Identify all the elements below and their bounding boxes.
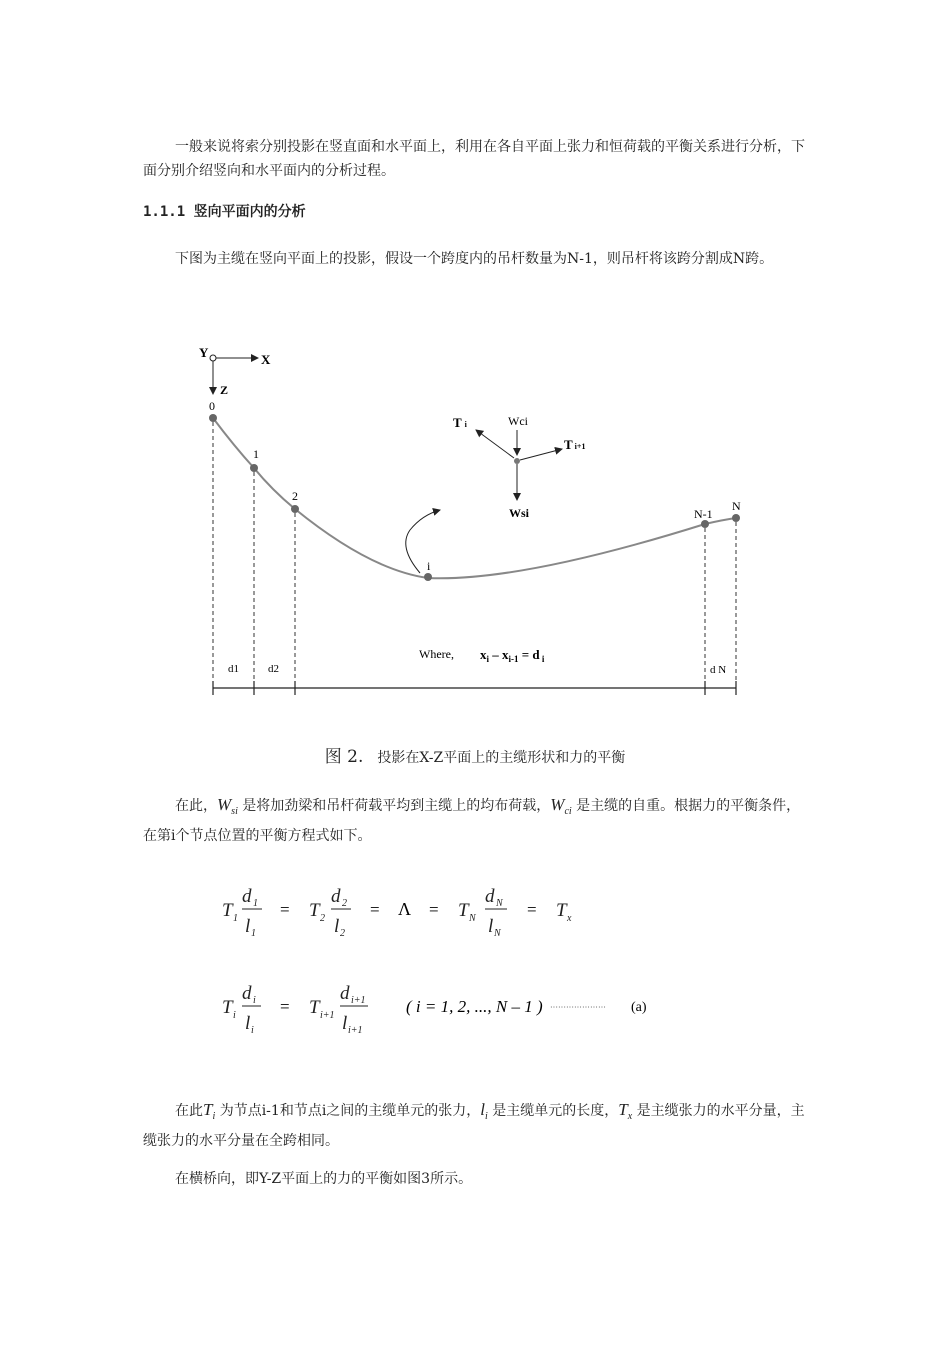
svg-text:l: l bbox=[245, 1013, 251, 1034]
svg-text:l: l bbox=[342, 1013, 348, 1034]
svg-text:T: T bbox=[458, 900, 469, 921]
node-n-1-label: N-1 bbox=[694, 507, 713, 521]
node-n-1 bbox=[701, 520, 709, 528]
svg-text:Λ: Λ bbox=[398, 899, 412, 919]
svg-text:l: l bbox=[488, 916, 494, 937]
curved-arrow bbox=[406, 510, 440, 573]
svg-text:l: l bbox=[334, 916, 340, 937]
svg-text:T: T bbox=[222, 997, 233, 1018]
svg-text:2: 2 bbox=[342, 898, 347, 909]
svg-text:N: N bbox=[469, 913, 476, 924]
svg-text:d: d bbox=[242, 886, 252, 907]
svg-text:(a): (a) bbox=[631, 1000, 647, 1015]
svg-text:2: 2 bbox=[340, 928, 345, 939]
equation-2 bbox=[200, 973, 670, 1043]
node-i-label: i bbox=[427, 559, 431, 573]
figure-caption-text: 投影在X-Z平面上的主缆形状和力的平衡 bbox=[377, 750, 626, 766]
load-description-paragraph: 在此，$W_{si}$ 是将加劲梁和吊杆荷载平均到主缆上的均布荷载，$W_{ci}$ 是主缆的自重。根据力的平衡条件，在第i个节点位置的平衡方程式如下。 bbox=[143, 795, 801, 844]
node-1-label: 1 bbox=[253, 447, 259, 461]
intro-paragraph: 一般来说将索分别投影在竖直面和水平面上，利用在各自平面上张力和恒荷载的平衡关系进行分析，下面分别介绍竖向和水平面内的分析过程。 bbox=[143, 139, 805, 179]
wci-label: Wci bbox=[508, 414, 528, 428]
node-n-label: N bbox=[732, 499, 741, 513]
y-axis-label: Y bbox=[199, 345, 209, 360]
svg-text:1: 1 bbox=[233, 913, 238, 924]
svg-text:i: i bbox=[253, 995, 256, 1006]
section-heading: 1.1.1 竖向平面内的分析 bbox=[143, 204, 306, 220]
svg-text:i: i bbox=[233, 1010, 236, 1021]
svg-text:N: N bbox=[494, 928, 501, 939]
svg-text:1: 1 bbox=[251, 928, 256, 939]
y-axis-origin-icon bbox=[210, 355, 216, 361]
svg-text:2: 2 bbox=[320, 913, 325, 924]
svg-text:T: T bbox=[309, 997, 320, 1018]
figure-intro-paragraph: 下图为主缆在竖向平面上的投影，假设一个跨度内的吊杆数量为N-1，则吊杆将该跨分割成N跨。 bbox=[175, 251, 774, 267]
figure-caption-number: 图 2. bbox=[324, 747, 364, 767]
svg-text:i+1: i+1 bbox=[348, 1025, 363, 1036]
svg-text:x: x bbox=[567, 913, 572, 924]
ti-label: Ti bbox=[453, 415, 467, 430]
node-i bbox=[424, 573, 432, 581]
svg-text:d: d bbox=[340, 983, 350, 1004]
svg-text:=: = bbox=[280, 997, 290, 1016]
node-2 bbox=[291, 505, 299, 513]
svg-text:d: d bbox=[485, 886, 495, 907]
node-1 bbox=[250, 464, 258, 472]
svg-text:l: l bbox=[245, 916, 251, 937]
transverse-paragraph: 在横桥向，即Y-Z平面上的力的平衡如图3所示。 bbox=[175, 1171, 473, 1187]
figure-caption bbox=[0, 742, 950, 767]
ti1-label: Ti+1 bbox=[564, 437, 586, 452]
z-axis-label: Z bbox=[220, 383, 229, 397]
svg-text:i+1: i+1 bbox=[351, 995, 366, 1006]
ti-arrow bbox=[476, 430, 514, 458]
svg-text:d: d bbox=[242, 983, 252, 1004]
svg-text:=: = bbox=[370, 900, 380, 919]
svg-text:T: T bbox=[556, 900, 567, 921]
svg-text:1: 1 bbox=[253, 898, 258, 909]
svg-text:N: N bbox=[496, 898, 503, 909]
svg-text:=: = bbox=[280, 900, 290, 919]
tension-description-paragraph: 在此$T_i$ 为节点i-1和节点i之间的主缆单元的张力，$l_i$ 是主缆单元的长度，$T_x$ 是主缆张力的水平分量，主缆张力的水平分量在全跨相同。 bbox=[143, 1100, 805, 1149]
d1-label: d1 bbox=[228, 663, 239, 675]
svg-text:d: d bbox=[331, 886, 341, 907]
node-2-label: 2 bbox=[292, 489, 298, 503]
svg-text:·····················: ····················· bbox=[550, 1003, 606, 1012]
dn-label: d N bbox=[710, 664, 727, 676]
d2-label: d2 bbox=[268, 663, 279, 675]
x-axis-label: X bbox=[261, 352, 271, 367]
svg-text:T: T bbox=[222, 900, 233, 921]
wsi-label: Wsi bbox=[509, 506, 530, 520]
svg-text:T: T bbox=[309, 900, 320, 921]
svg-text:( i = 1, 2, ..., N – 1 ): ( i = 1, 2, ..., N – 1 ) bbox=[406, 997, 543, 1016]
where-label: Where, bbox=[419, 647, 454, 661]
where-equation: $x_i - x_{i-1} = d$ i bbox=[480, 647, 545, 664]
node-0 bbox=[209, 414, 217, 422]
node-n bbox=[732, 514, 740, 522]
equation-1 bbox=[200, 876, 600, 946]
svg-text:=: = bbox=[429, 900, 439, 919]
svg-text:=: = bbox=[527, 900, 537, 919]
force-node bbox=[514, 458, 520, 464]
node-0-label: 0 bbox=[209, 399, 215, 413]
svg-text:i+1: i+1 bbox=[320, 1010, 335, 1021]
ti1-arrow bbox=[520, 449, 562, 460]
svg-text:i: i bbox=[251, 1025, 254, 1036]
